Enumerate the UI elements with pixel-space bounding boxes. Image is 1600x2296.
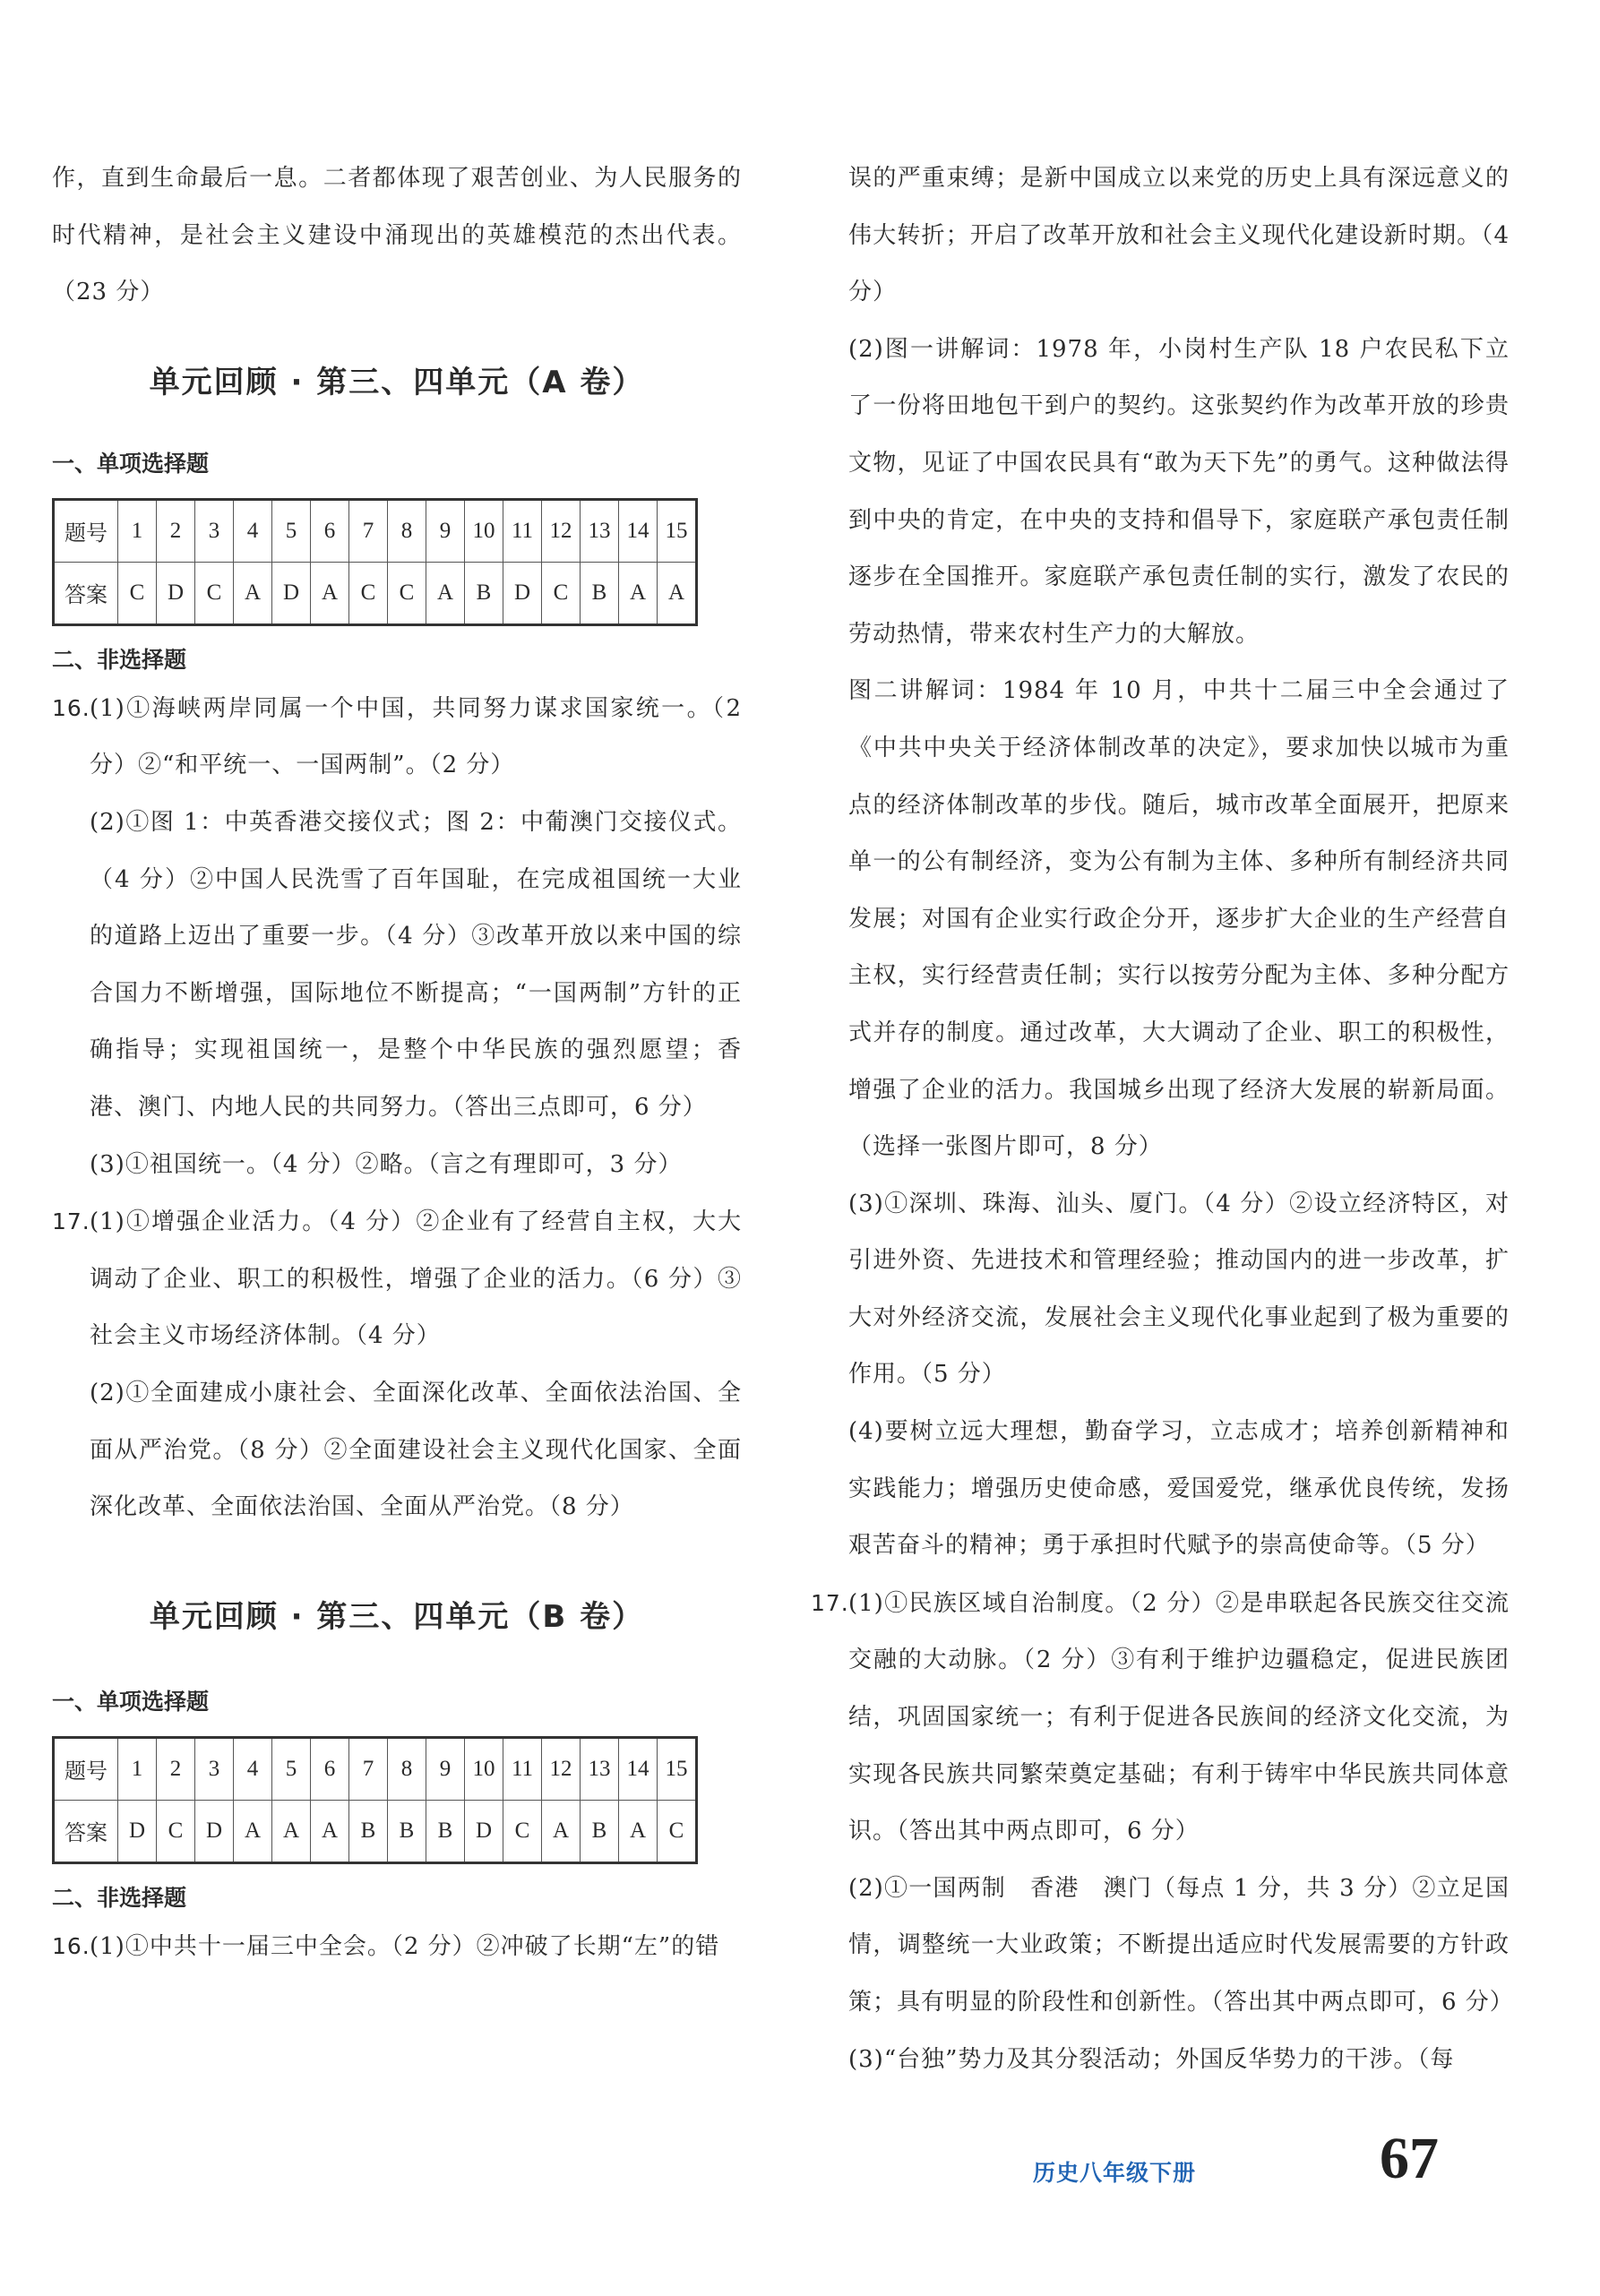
book-title: 历史八年级下册 bbox=[1033, 2160, 1197, 2186]
section-b-mc-heading: 一、单项选择题 bbox=[52, 1688, 210, 1715]
intro-paragraph: 作，直到生命最后一息。二者都体现了艰苦创业、为人民服务的时代精神，是社会主义建设中涌现出的英雄模范的杰出代表。（23 分） bbox=[52, 165, 742, 306]
answer-cell: B bbox=[426, 1800, 465, 1862]
b-q16-part2-figure2: 图二讲解词：1984 年 10 月，中共十二届三中全会通过了《中共中央关于经济体制改革的决定》，要求加快以城市为重点的经济体制改革的步伐。随后，城市改革全面展开，把原来单一的公有制经济，变为公有制为主体、多种所有制经济共同发展；对国有企业实行政企分开，逐步扩大企业的生产经营自主权，实行经营责任制；实行以按劳分配为主体、多种分配方式并存的制度。通过改革，大大调动了企业、职工的积极性，增强了企业的活力。我国城乡出现了经济大发展的崭新局面。（选择一张图片即可，8 分） bbox=[848, 677, 1510, 1161]
b-q17-part1 bbox=[811, 1575, 1510, 1861]
question-number: 6 bbox=[311, 1737, 349, 1800]
question-number-16: 16. bbox=[52, 694, 90, 721]
question-number: 7 bbox=[349, 1737, 388, 1800]
answer-cell: A bbox=[311, 562, 349, 624]
answer-cell: B bbox=[349, 1800, 388, 1862]
b-q16-part1 bbox=[52, 1918, 742, 1976]
answer-text: (1)①海峡两岸同属一个中国，共同努力谋求国家统一。（2 分）②“和平统一、一国两制”。（2 分） bbox=[90, 694, 742, 779]
answer-cell: A bbox=[311, 1800, 349, 1862]
answer-cell: D bbox=[157, 562, 195, 624]
b-q17-part2: (2)①一国两制 香港 澳门（每点 1 分，共 3 分）②立足国情，调整统一大业政策；不断提出适应时代发展需要的方针政策；具有明显的阶段性和创新性。（答出其中两点即可，6 分） bbox=[848, 1874, 1514, 2016]
answer-cell: C bbox=[388, 562, 426, 624]
left-column bbox=[52, 150, 742, 1975]
row-label: 题号 bbox=[54, 499, 118, 562]
question-number: 1 bbox=[118, 1737, 157, 1800]
question-number-17: 17. bbox=[52, 1208, 90, 1235]
question-number: 14 bbox=[619, 1737, 658, 1800]
answer-cell: A bbox=[619, 562, 658, 624]
answer-cell: A bbox=[426, 562, 465, 624]
question-number: 2 bbox=[157, 1737, 195, 1800]
question-number: 5 bbox=[272, 499, 311, 562]
right-column bbox=[811, 150, 1514, 2088]
answer-text: (1)①民族区域自治制度。（2 分）②是串联起各民族交往交流交融的大动脉。（2 分）③有利于维护边疆稳定，促进民族团结，巩固国家统一；有利于促进各民族间的经济文化交流，为实现各民族共同繁荣奠定基础；有利于铸牢中华民族共同体意识。（答出其中两点即可，6 分） bbox=[848, 1589, 1510, 1845]
answer-cell: B bbox=[465, 562, 503, 624]
answer-cell: B bbox=[581, 562, 619, 624]
section-a-title: 单元回顾 · 第三、四单元（A 卷） bbox=[149, 364, 645, 400]
question-number: 12 bbox=[542, 1737, 581, 1800]
question-number: 9 bbox=[426, 499, 465, 562]
answer-cell: A bbox=[234, 1800, 272, 1862]
answer-cell: B bbox=[388, 1800, 426, 1862]
question-number: 5 bbox=[272, 1737, 311, 1800]
section-b-title: 单元回顾 · 第三、四单元（B 卷） bbox=[149, 1598, 645, 1635]
answer-cell: A bbox=[234, 562, 272, 624]
question-number: 10 bbox=[465, 499, 503, 562]
answer-cell: D bbox=[465, 1800, 503, 1862]
question-number: 11 bbox=[503, 499, 542, 562]
question-number: 14 bbox=[619, 499, 658, 562]
question-number: 9 bbox=[426, 1737, 465, 1800]
answer-cell: D bbox=[272, 562, 311, 624]
question-number: 8 bbox=[388, 499, 426, 562]
page-number: 67 bbox=[1380, 2126, 1439, 2191]
question-number: 4 bbox=[234, 499, 272, 562]
answer-cell: C bbox=[503, 1800, 542, 1862]
section-b-nonmc-heading: 二、非选择题 bbox=[52, 1884, 187, 1911]
b-q16-part1-continued: 误的严重束缚；是新中国成立以来党的历史上具有深远意义的伟大转折；开启了改革开放和社会主义现代化建设新时期。（4 分） bbox=[848, 165, 1510, 306]
section-a-nonmc-heading: 二、非选择题 bbox=[52, 646, 187, 673]
answer-text: (1)①中共十一届三中全会。（2 分）②冲破了长期“左”的错 bbox=[90, 1932, 720, 1960]
answer-text: (1)①增强企业活力。（4 分）②企业有了经营自主权，大大调动了企业、职工的积极性，增强了企业的活力。（6 分）③社会主义市场经济体制。（4 分） bbox=[90, 1208, 742, 1350]
answer-cell: C bbox=[157, 1800, 195, 1862]
b-q16-part3: (3)①深圳、珠海、汕头、厦门。（4 分）②设立经济特区，对引进外资、先进技术和管理经验；推动国内的进一步改革，扩大对外经济交流，发展社会主义现代化事业起到了极为重要的作用。（5 分） bbox=[848, 1190, 1510, 1389]
answer-cell: C bbox=[542, 562, 581, 624]
question-number: 4 bbox=[234, 1737, 272, 1800]
answer-cell: C bbox=[658, 1800, 697, 1862]
answer-cell: D bbox=[195, 1800, 234, 1862]
answer-cell: A bbox=[542, 1800, 581, 1862]
answer-cell: D bbox=[503, 562, 542, 624]
section-a-mc-heading: 一、单项选择题 bbox=[52, 450, 210, 477]
answer-cell: A bbox=[658, 562, 697, 624]
question-number: 13 bbox=[581, 499, 619, 562]
b-q16-part4: (4)要树立远大理想，勤奋学习，立志成才；培养创新精神和实践能力；增强历史使命感，爱国爱党，继承优良传统，发扬艰苦奋斗的精神；勇于承担时代赋予的崇高使命等。（5 分） bbox=[848, 1418, 1510, 1560]
question-number: 12 bbox=[542, 499, 581, 562]
question-number: 3 bbox=[195, 499, 234, 562]
answer-cell: C bbox=[118, 562, 157, 624]
answer-cell: B bbox=[581, 1800, 619, 1862]
question-number: 15 bbox=[658, 1737, 697, 1800]
section-a-answer-table bbox=[52, 498, 698, 626]
table-row-numbers bbox=[54, 1737, 697, 1800]
question-number-17: 17. bbox=[811, 1589, 849, 1616]
question-number: 3 bbox=[195, 1737, 234, 1800]
a-q16-part3: (3)①祖国统一。（4 分）②略。（言之有理即可，3 分） bbox=[90, 1150, 683, 1178]
a-q17-part1 bbox=[52, 1193, 742, 1365]
table-row-numbers bbox=[54, 499, 697, 562]
a-q16-part1 bbox=[52, 680, 742, 795]
question-number: 11 bbox=[503, 1737, 542, 1800]
question-number: 8 bbox=[388, 1737, 426, 1800]
question-number: 13 bbox=[581, 1737, 619, 1800]
table-row-answers bbox=[54, 1800, 697, 1862]
answer-cell: A bbox=[619, 1800, 658, 1862]
question-number: 10 bbox=[465, 1737, 503, 1800]
row-label: 答案 bbox=[54, 1800, 118, 1862]
table-row-answers bbox=[54, 562, 697, 624]
question-number: 1 bbox=[118, 499, 157, 562]
row-label: 答案 bbox=[54, 562, 118, 624]
b-q17-part3: (3)“台独”势力及其分裂活动；外国反华势力的干涉。（每 bbox=[848, 2045, 1455, 2073]
row-label: 题号 bbox=[54, 1737, 118, 1800]
answer-cell: A bbox=[272, 1800, 311, 1862]
answer-cell: C bbox=[195, 562, 234, 624]
question-number: 15 bbox=[658, 499, 697, 562]
answer-cell: C bbox=[349, 562, 388, 624]
answer-cell: D bbox=[118, 1800, 157, 1862]
b-q16-part2: (2)图一讲解词：1978 年，小岗村生产队 18 户农民私下立了一份将田地包干到户的契约。这张契约作为改革开放的珍贵文物，见证了中国农民具有“敢为天下先”的勇气。这种做法得到中央的肯定，在中央的支持和倡导下，家庭联产承包责任制逐步在全国推开。家庭联产承包责任制的实行，激发了农民的劳动热情，带来农村生产力的大解放。 bbox=[848, 335, 1510, 648]
question-number-16: 16. bbox=[52, 1932, 90, 1959]
question-number: 6 bbox=[311, 499, 349, 562]
question-number: 7 bbox=[349, 499, 388, 562]
question-number: 2 bbox=[157, 499, 195, 562]
a-q16-part2: (2)①图 1：中英香港交接仪式；图 2：中葡澳门交接仪式。（4 分）②中国人民洗雪了百年国耻，在完成祖国统一大业的道路上迈出了重要一步。（4 分）③改革开放以来中国的综合国力不断增强，国际地位不断提高；“一国两制”方针的正确指导；实现祖国统一，是整个中华民族的强烈愿望；香港、澳门、内地人民的共同努力。（答出三点即可，6 分） bbox=[90, 808, 742, 1121]
section-b-answer-table bbox=[52, 1736, 698, 1864]
a-q17-part2: (2)①全面建成小康社会、全面深化改革、全面依法治国、全面从严治党。（8 分）②全面建设社会主义现代化国家、全面深化改革、全面依法治国、全面从严治党。（8 分） bbox=[90, 1379, 742, 1521]
